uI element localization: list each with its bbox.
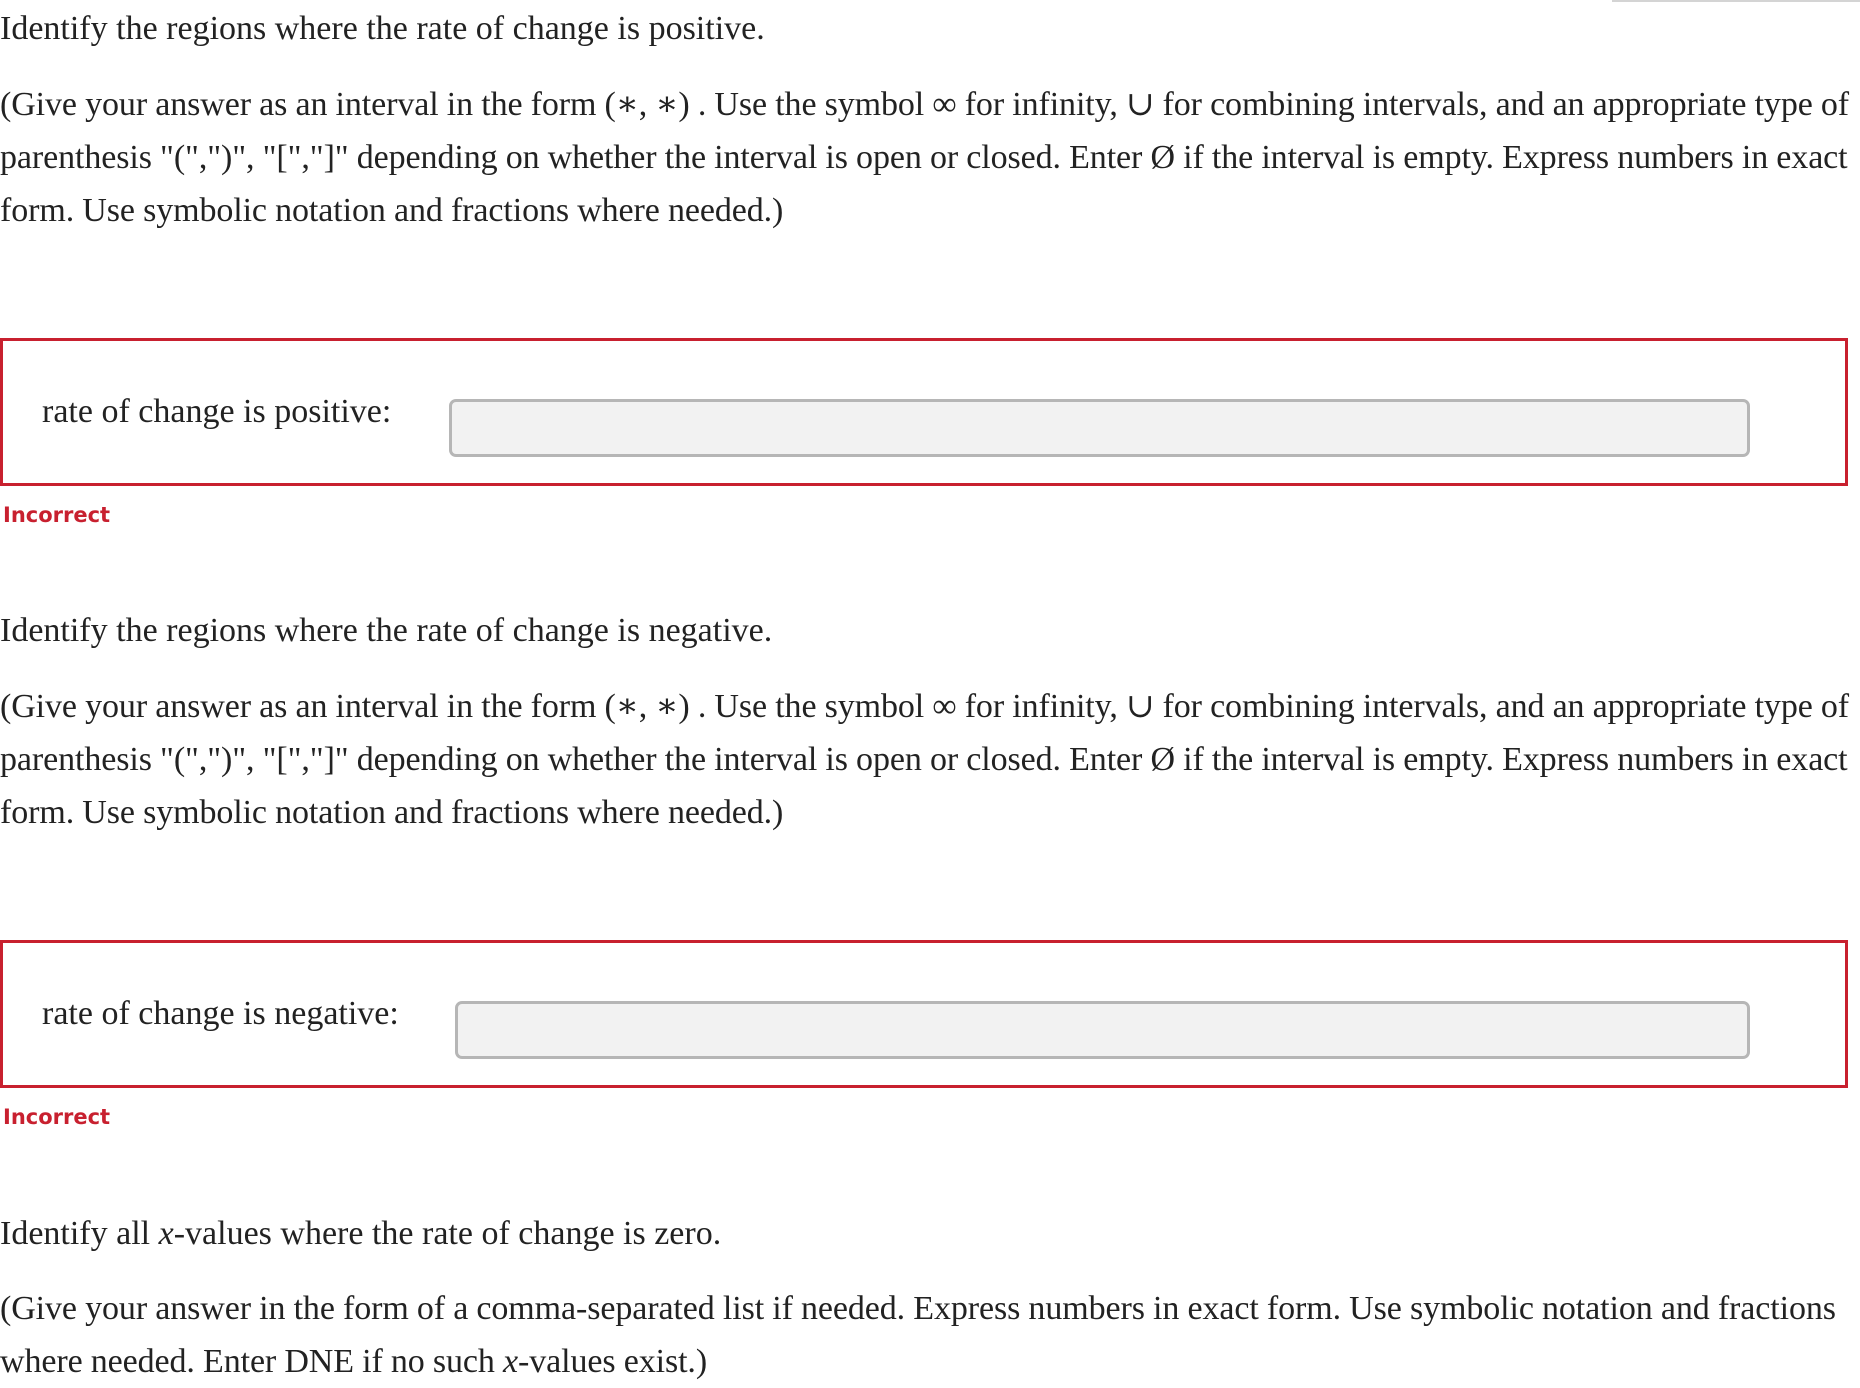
top-divider [1612,0,1860,2]
question-instructions: (Give your answer as an interval in the form (∗, ∗) . Use the symbol ∞ for infinity, ∪ for combining intervals, and an appropriate type of parenthesis "(",")", "[","]" depending on whether the interval is open or closed. Enter Ø if the interval is empty. Express numbers in exact form. Use symbolic notation and fractions where needed.) [0,688,1850,831]
answer-label: rate of change is negative: [42,995,399,1032]
negative-interval-input[interactable] [455,1001,1750,1059]
answer-label: rate of change is positive: [42,393,392,430]
prompt-text: Identify all [0,1215,159,1252]
question-instructions [0,1282,1850,1388]
positive-interval-input[interactable] [449,399,1750,457]
question-prompt [0,1213,721,1255]
instructions-text: (Give your answer in the form of a comma-separated list if needed. Express numbers in exact form. Use symbolic notation and fractions where needed. Enter DNE if no such [0,1290,1836,1380]
answer-box-negative [0,940,1848,1088]
math-variable-x: x [158,1215,174,1252]
answer-box-positive [0,338,1848,486]
math-variable-x: x [503,1343,519,1380]
question-prompt: Identify the regions where the rate of change is negative. [0,612,773,649]
prompt-text: -values where the rate of change is zero. [173,1215,722,1252]
question-prompt: Identify the regions where the rate of change is positive. [0,10,765,47]
instructions-text: -values exist.) [518,1343,708,1380]
question-instructions: (Give your answer as an interval in the form (∗, ∗) . Use the symbol ∞ for infinity, ∪ for combining intervals, and an appropriate type of parenthesis "(",")", "[","]" depending on whether the interval is open or closed. Enter Ø if the interval is empty. Express numbers in exact form. Use symbolic notation and fractions where needed.) [0,86,1850,229]
status-incorrect: Incorrect [3,503,111,527]
status-incorrect: Incorrect [3,1105,111,1129]
